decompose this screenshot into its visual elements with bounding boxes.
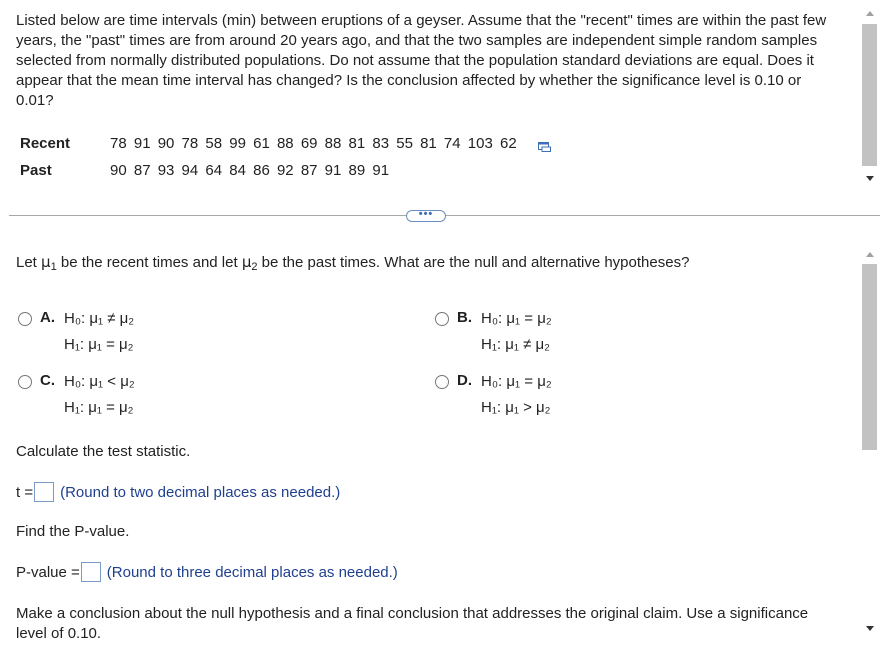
t-hint: (Round to two decimal places as needed.) bbox=[60, 483, 341, 501]
scroll-thumb[interactable] bbox=[862, 24, 877, 166]
scroll-thumb[interactable] bbox=[862, 264, 877, 450]
data-table bbox=[14, 130, 551, 184]
radio-option-b[interactable] bbox=[435, 312, 449, 326]
p-answer-row bbox=[16, 562, 398, 582]
scroll-down-icon[interactable] bbox=[866, 176, 874, 181]
option-d-null: H₀: μ₁ = μ₂ bbox=[481, 373, 552, 390]
calc-prompt: Calculate the test statistic. bbox=[16, 443, 191, 460]
recent-values: 78 91 90 78 58 99 61 88 69 88 81 83 55 81 74 103 62 bbox=[110, 135, 517, 152]
option-b[interactable]: B. H₀: μ₁ = μ₂ H₁: μ₁ ≠ μ₂ bbox=[435, 309, 552, 358]
option-a[interactable]: A. H₀: μ₁ ≠ μ₂ H₁: μ₁ = μ₂ bbox=[18, 309, 134, 358]
option-c-null: H₀: μ₁ < μ₂ bbox=[64, 373, 135, 390]
copy-data-icon[interactable] bbox=[538, 139, 551, 149]
option-d-alt: H₁: μ₁ > μ₂ bbox=[481, 399, 551, 416]
hypothesis-question: Let $\mu_1$ be the recent times and let $\mu_2$ be the past times. What are the null and alternative hypotheses? bbox=[16, 253, 690, 273]
problem-statement: Listed below are time intervals (min) between eruptions of a geyser. Assume that the "recent" times are within the past few years, the "past" times are from around 20 years ago, and that the two samples are independent simple random samples selected from normally distributed populations. Do not assume that the population standard deviations are equal. Does it appear that the mean time interval has changed? Is the conclusion affected by whether the significance level is 0.10 or 0.01? bbox=[16, 12, 827, 109]
scroll-down-icon[interactable] bbox=[866, 626, 874, 631]
t-label: t = bbox=[16, 483, 34, 501]
p-label: P-value = bbox=[16, 563, 80, 581]
radio-option-a[interactable] bbox=[18, 312, 32, 326]
radio-option-d[interactable] bbox=[435, 375, 449, 389]
question-pane bbox=[0, 232, 860, 660]
p-value-input[interactable] bbox=[81, 562, 101, 582]
scroll-up-icon[interactable] bbox=[866, 11, 874, 16]
conclusion-prompt: Make a conclusion about the null hypothesis and a final conclusion that addresses the original claim. Use a significance level of 0.10. bbox=[16, 605, 809, 642]
problem-pane bbox=[0, 0, 860, 208]
p-prompt: Find the P-value. bbox=[16, 523, 130, 540]
option-d[interactable]: D. H₀: μ₁ = μ₂ H₁: μ₁ > μ₂ bbox=[435, 372, 552, 421]
bottom-scrollbar[interactable] bbox=[860, 244, 879, 650]
option-b-alt: H₁: μ₁ ≠ μ₂ bbox=[481, 336, 550, 353]
option-a-null: H₀: μ₁ ≠ μ₂ bbox=[64, 310, 135, 327]
p-hint: (Round to three decimal places as needed.) bbox=[106, 563, 398, 581]
table-row bbox=[14, 130, 551, 157]
radio-option-c[interactable] bbox=[18, 375, 32, 389]
t-answer-row bbox=[16, 482, 340, 502]
past-values: 90 87 93 94 64 84 86 92 87 91 89 91 bbox=[110, 162, 390, 179]
option-a-alt: H₁: μ₁ = μ₂ bbox=[64, 336, 134, 353]
option-c[interactable]: C. H₀: μ₁ < μ₂ H₁: μ₁ = μ₂ bbox=[18, 372, 135, 421]
table-row bbox=[14, 157, 551, 184]
row-label-past: Past bbox=[20, 162, 52, 179]
scroll-up-icon[interactable] bbox=[866, 252, 874, 257]
t-input[interactable] bbox=[34, 482, 54, 502]
option-b-null: H₀: μ₁ = μ₂ bbox=[481, 310, 552, 327]
option-c-alt: H₁: μ₁ = μ₂ bbox=[64, 399, 134, 416]
ellipsis-icon: ••• bbox=[418, 207, 434, 220]
top-scrollbar[interactable] bbox=[860, 0, 879, 208]
row-label-recent: Recent bbox=[20, 135, 71, 152]
expand-button[interactable] bbox=[406, 207, 446, 222]
